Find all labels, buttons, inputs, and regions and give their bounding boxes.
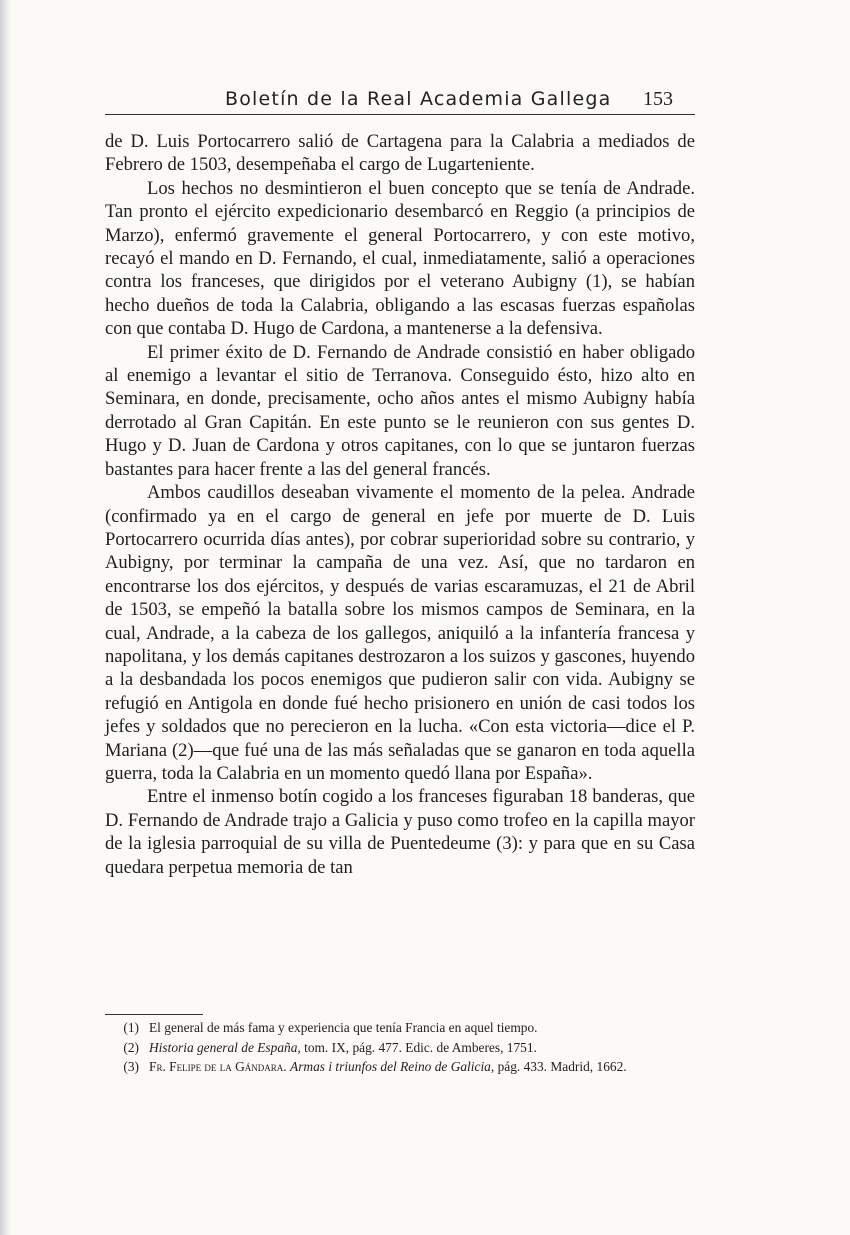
footnote-text: pág. 433. Madrid, 1662.	[494, 1059, 627, 1074]
header-title: Boletín de la Real Academia Gallega	[225, 88, 612, 110]
footnote-work-title: Historia general de España,	[149, 1039, 301, 1055]
running-header	[105, 86, 695, 115]
page-binding-edge	[0, 0, 12, 1235]
paragraph: Los hechos no desmintieron el buen concepto que se tenía de Andrade. Tan pronto el ejército expedicionario desembarcó en Reggio (a principios de Marzo), enfermó gravemente el general Portocarrero, y con este motivo, recayó el mando en D. Fernando, el cual, inmediatamente, salió a operaciones contra los franceses, que dirigidos por el veterano Aubigny (1), se habían hecho dueños de toda la Calabria, obligando a las escasas fuerzas españolas con que contaba D. Hugo de Cardona, a mantenerse a la defensiva.	[105, 177, 695, 340]
page-number: 153	[643, 88, 673, 110]
footnotes	[105, 1018, 695, 1077]
footnote-number: (1)	[123, 1020, 139, 1035]
footnote-text: El general de más fama y experiencia que tenía Francia en aquel tiempo.	[149, 1020, 538, 1035]
body-text	[105, 130, 695, 879]
paragraph: Ambos caudillos deseaban vivamente el momento de la pelea. Andrade (confirmado ya en el cargo de general en jefe por muerte de D. Luis Portocarrero ocurrida días antes), por cobrar superioridad sobre su contrario, y Aubigny, por terminar la campaña de una vez. Así, que no tardaron en encontrarse los dos ejércitos, y después de varias escaramuzas, el 21 de Abril de 1503, se empeñó la batalla sobre los mismos campos de Seminara, en la cual, Andrade, a la cabeza de los gallegos, aniquiló a la infantería francesa y napolitana, y los demás capitanes destrozaron a los suizos y gascones, huyendo a la desbandada los pocos enemigos que pudieron salir con vida. Aubigny se refugió en Antigola en donde fué hecho prisionero en unión de casi todos los jefes y soldados que no perecieron en la lucha. «Con esta victoria—dice el P. Mariana (2)—que fué una de las más señaladas que se ganaron en toda aquella guerra, toda la Calabria en un momento quedó llana por España».	[105, 482, 695, 784]
footnote-text: tom. IX, pág. 477. Edic. de Amberes, 1751.	[300, 1039, 537, 1055]
footnote	[105, 1038, 695, 1058]
footnote	[105, 1057, 695, 1077]
footnote-work-title: Armas i triunfos del Reino de Galicia,	[290, 1059, 495, 1074]
paragraph: de D. Luis Portocarrero salió de Cartagena para la Calabria a mediados de Febrero de 1503, desempeñaba el cargo de Lugarteniente.	[105, 131, 695, 176]
footnote-number: (3)	[123, 1059, 139, 1074]
footnote	[105, 1018, 695, 1038]
paragraph: El primer éxito de D. Fernando de Andrade consistió en haber obligado al enemigo a levantar el sitio de Terranova. Conseguido ésto, hizo alto en Seminara, en donde, precisamente, ocho años antes el mismo Aubigny había derrotado al Gran Capitán. En este punto se le reunieron con sus gentes D. Hugo y D. Juan de Cardona y otros capitanes, con lo que se juntaron fuerzas bastantes para hacer frente a las del general francés.	[105, 341, 695, 480]
paragraph: Entre el inmenso botín cogido a los franceses figuraban 18 banderas, que D. Fernando de Andrade trajo a Galicia y puso como trofeo en la capilla mayor de la iglesia parroquial de su villa de Puentedeume (3): y para que en su Casa quedara perpetua memoria de tan	[105, 786, 695, 878]
footnote-number: (2)	[123, 1039, 139, 1055]
footnote-author: Fr. Felipe de la Gándara.	[149, 1059, 287, 1074]
footnote-rule	[105, 1014, 203, 1015]
